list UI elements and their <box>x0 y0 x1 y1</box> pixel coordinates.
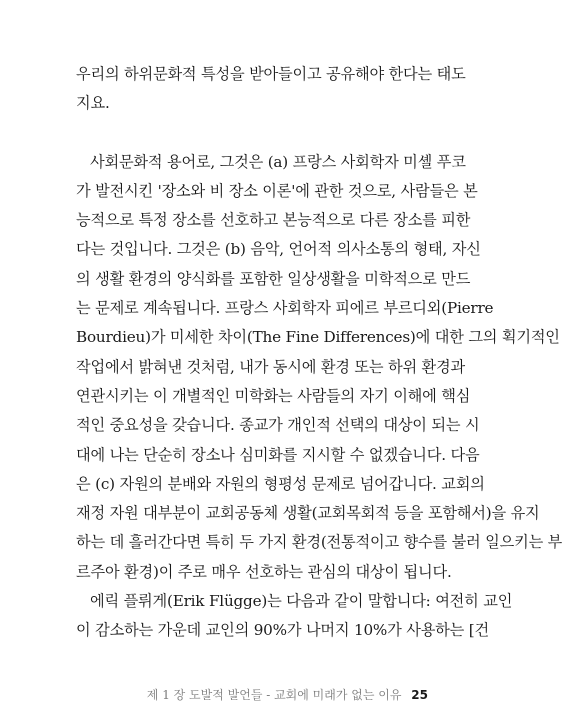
text-line: 이 감소하는 가운데 교인의 90%가 나머지 10%가 사용하는 [건 <box>76 621 489 640</box>
text-line: 는 문제로 계속됩니다. 프랑스 사회학자 피에르 부르디외(Pierre <box>76 299 494 318</box>
paragraph-3 <box>76 587 513 646</box>
text-line: 능적으로 특정 장소를 선호하고 본능적으로 다른 장소를 피한 <box>76 211 471 230</box>
text-line: 하는 데 흘러간다면 특히 두 가지 환경(전통적이고 향수를 불러 일으키는 부 <box>76 533 562 552</box>
running-title: 제 1 장 도발적 발언들 - 교회에 미래가 없는 이유 <box>146 688 402 702</box>
page-body <box>76 60 562 646</box>
text-line: 우리의 하위문화적 특성을 받아들이고 공유해야 한다는 태도 <box>76 65 466 83</box>
text-line: 에릭 플뤼게(Erik Flügge)는 다음과 같이 말합니다: 여전히 교인 <box>90 592 513 611</box>
text-line: 사회문화적 용어로, 그것은 (a) 프랑스 사회학자 미셸 푸코 <box>90 152 466 171</box>
text-line: 재정 자원 대부분이 교회공동체 생활(교회목회적 등을 포함해서)을 유지 <box>76 504 540 523</box>
text-line: 다는 것입니다. 그것은 (b) 음악, 언어적 의사소통의 형태, 자신 <box>76 240 481 259</box>
text-line: 연관시키는 이 개별적인 미학화는 사람들의 자기 이해에 핵심 <box>76 386 471 405</box>
text-line: 대에 나는 단순히 장소나 심미화를 지시할 수 없겠습니다. 다음 <box>76 445 480 464</box>
paragraph-2 <box>76 148 562 587</box>
text-line: 지요. <box>76 94 110 113</box>
paragraph-gap <box>76 119 428 148</box>
text-line: Bourdieu)가 미세한 차이(The Fine Differences)에 대한 그의 획기적인 <box>76 328 560 347</box>
text-line: 은 (c) 자원의 분배와 자원의 형평성 문제로 넘어갑니다. 교회의 <box>76 474 485 493</box>
text-line: 적인 중요성을 갖습니다. 종교가 개인적 선택의 대상이 되는 시 <box>76 416 480 435</box>
page-footer <box>147 686 428 703</box>
text-line: 의 생활 환경의 양식화를 포함한 일상생활을 미학적으로 만드 <box>76 269 471 288</box>
page-number: 25 <box>411 688 428 702</box>
text-line: 르주아 환경)이 주로 매우 선호하는 관심의 대상이 됩니다. <box>76 562 452 581</box>
text-line: 가 발전시킨 '장소와 비 장소 이론'에 관한 것으로, 사람들은 본 <box>76 181 478 200</box>
paragraph-1 <box>76 60 466 119</box>
text-line: 작업에서 밝혀낸 것처럼, 내가 동시에 환경 또는 하위 환경과 <box>76 357 465 376</box>
